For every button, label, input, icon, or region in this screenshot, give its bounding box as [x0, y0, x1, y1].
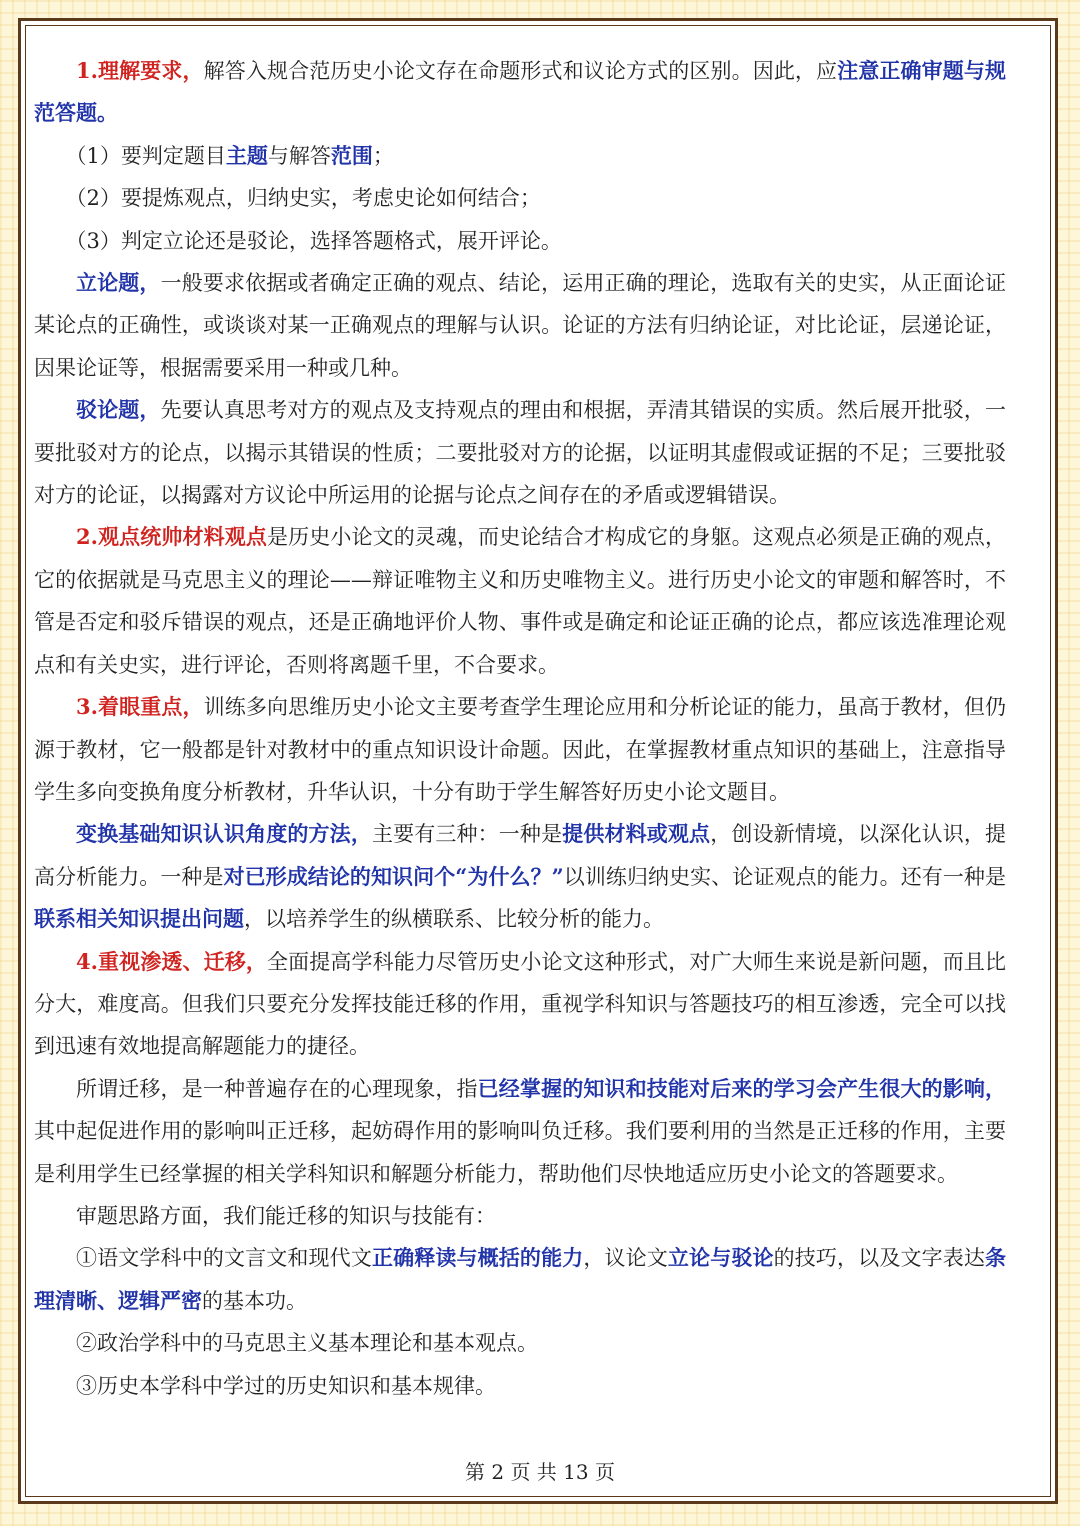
highlighted-text: 4.重视渗透、迁移， — [76, 948, 267, 974]
text-run: 训练多向思维历史小论文主要考查学生理论应用和分析论证的能力，虽高于教材，但仍源于教材，它一般都是针对教材中的重点知识设计命题。因此，在掌握教材重点知识的基础上，注意指导学生多向变换角度分析教材，升华认识，十分有助于学生解答好历史小论文题目。 — [34, 695, 1006, 804]
list-item — [34, 220, 1006, 262]
text-run: ③历史本学科中学过的历史知识和基本规律。 — [76, 1373, 496, 1398]
highlighted-text: 2.观点统帅材料观点 — [76, 524, 267, 550]
highlighted-text: 3.着眼重点， — [76, 694, 204, 720]
paragraph — [34, 941, 1006, 1068]
paragraph — [34, 1365, 1006, 1407]
highlighted-text: 条理清晰、逻辑严密 — [34, 1245, 1007, 1313]
highlighted-text: 主题 — [225, 142, 268, 168]
text-run: 一般要求依据或者确定正确的观点、结论，运用正确的理论，选取有关的史实，从正面论证某论点的正确性，或谈谈对某一正确观点的理解与认识。论证的方法有归纳论证，对比论证，层递论证，因果论证等，根据需要采用一种或几种。 — [34, 271, 1007, 380]
paragraph — [34, 1195, 1006, 1237]
text-run: （3）判定立论还是驳论，选择答题格式，展开评论。 — [65, 228, 562, 253]
highlighted-text: 已经掌握的知识和技能对后来的学习会产生很大的影响， — [477, 1075, 1007, 1101]
highlighted-text: 正确释读与概括的能力 — [371, 1245, 584, 1271]
paragraph — [34, 262, 1006, 389]
list-item — [34, 177, 1006, 219]
list-item — [34, 135, 1006, 177]
highlighted-text: 1.理解要求， — [76, 58, 204, 83]
text-run: 是历史小论文的灵魂，而史论结合才构成它的身躯。这观点必须是正确的观点，它的依据就是马克思主义的理论——辩证唯物主义和历史唯物主义。进行历史小论文的审题和解答时，不管是否定和驳斥错误的观点，还是正确地评价人物、事件或是确定和论证正确的论点，都应该选准理论观点和有关史实，进行评论，否则将离题千里，不合要求。 — [34, 525, 1006, 677]
text-run: （1）要判定题目 — [65, 143, 226, 168]
document-body — [34, 50, 1006, 1407]
text-run: 以训练归纳史实、论证观点的能力。还有一种是 — [563, 864, 1006, 889]
text-run: 全面提高学科能力尽管历史小论文这种形式，对广大师生来说是新问题，而且比分大，难度高。但我们只要充分发挥技能迁移的作用，重视学科知识与答题技巧的相互渗透，完全可以找到迅速有效地提高解题能力的捷径。 — [34, 949, 1006, 1059]
page-footer: 第 2 页 共 13 页 — [465, 1460, 615, 1484]
highlighted-text: 对已形成结论的知识问个“为什么？” — [223, 863, 564, 889]
text-run: 的技巧，以及文字表达 — [773, 1246, 986, 1271]
text-run: ①语文学科中的文言文和现代文 — [76, 1246, 372, 1271]
paragraph — [34, 813, 1006, 940]
text-run: 与解答 — [267, 143, 331, 168]
text-run: 所谓迁移，是一种普遍存在的心理现象，指 — [76, 1076, 478, 1101]
highlighted-text: 联系相关知识提出问题 — [34, 906, 244, 932]
paragraph — [34, 50, 1006, 135]
text-run: ，创设新情境，以深化认识，提高分析能力。一种是 — [34, 822, 1007, 889]
text-run: 其中起促进作用的影响叫正迁移，起妨碍作用的影响叫负迁移。我们要利用的当然是正迁移的作用，主要是利用学生已经掌握的相关学科知识和解题分析能力，帮助他们尽快地适应历史小论文的答题要求。 — [34, 1119, 1006, 1186]
paragraph — [34, 1237, 1006, 1322]
text-run: ； — [372, 143, 394, 168]
text-run: 先要认真思考对方的观点及支持观点的理由和根据，弄清其错误的实质。然后展开批驳，一要批驳对方的论点，以揭示其错误的性质；二要批驳对方的论据，以证明其虚假或证据的不足；三要批驳对方的论证，以揭露对方议论中所运用的论据与论点之间存在的矛盾或逻辑错误。 — [34, 398, 1007, 508]
text-run: 解答入规合范历史小论文存在命题形式和议论方式的区别。因此，应 — [203, 59, 838, 83]
paragraph — [34, 516, 1006, 686]
text-run: （2）要提炼观点，归纳史实，考虑史论如何结合； — [65, 186, 541, 211]
paragraph — [34, 686, 1006, 813]
text-run: ，议论文 — [583, 1246, 668, 1271]
highlighted-text: 驳论题， — [76, 397, 161, 423]
highlighted-text: 提供材料或观点 — [562, 821, 711, 847]
highlighted-text: 变换基础知识认识角度的方法， — [76, 821, 372, 847]
text-run: ，以培养学生的纵横联系、比较分析的能力。 — [244, 907, 664, 932]
highlighted-text: 立论题， — [76, 270, 161, 296]
highlighted-text: 注意正确审题与规范答题。 — [34, 58, 1006, 126]
text-run: 审题思路方面，我们能迁移的知识与技能有： — [76, 1203, 496, 1228]
text-run: ②政治学科中的马克思主义基本理论和基本观点。 — [76, 1331, 538, 1356]
paragraph — [34, 1068, 1006, 1195]
highlighted-text: 立论与驳论 — [667, 1245, 774, 1271]
text-run: 主要有三种：一种是 — [371, 822, 563, 847]
paragraph — [34, 1322, 1006, 1364]
highlighted-text: 范围 — [330, 142, 373, 168]
paragraph — [34, 389, 1006, 516]
text-run: 的基本功。 — [202, 1288, 307, 1313]
